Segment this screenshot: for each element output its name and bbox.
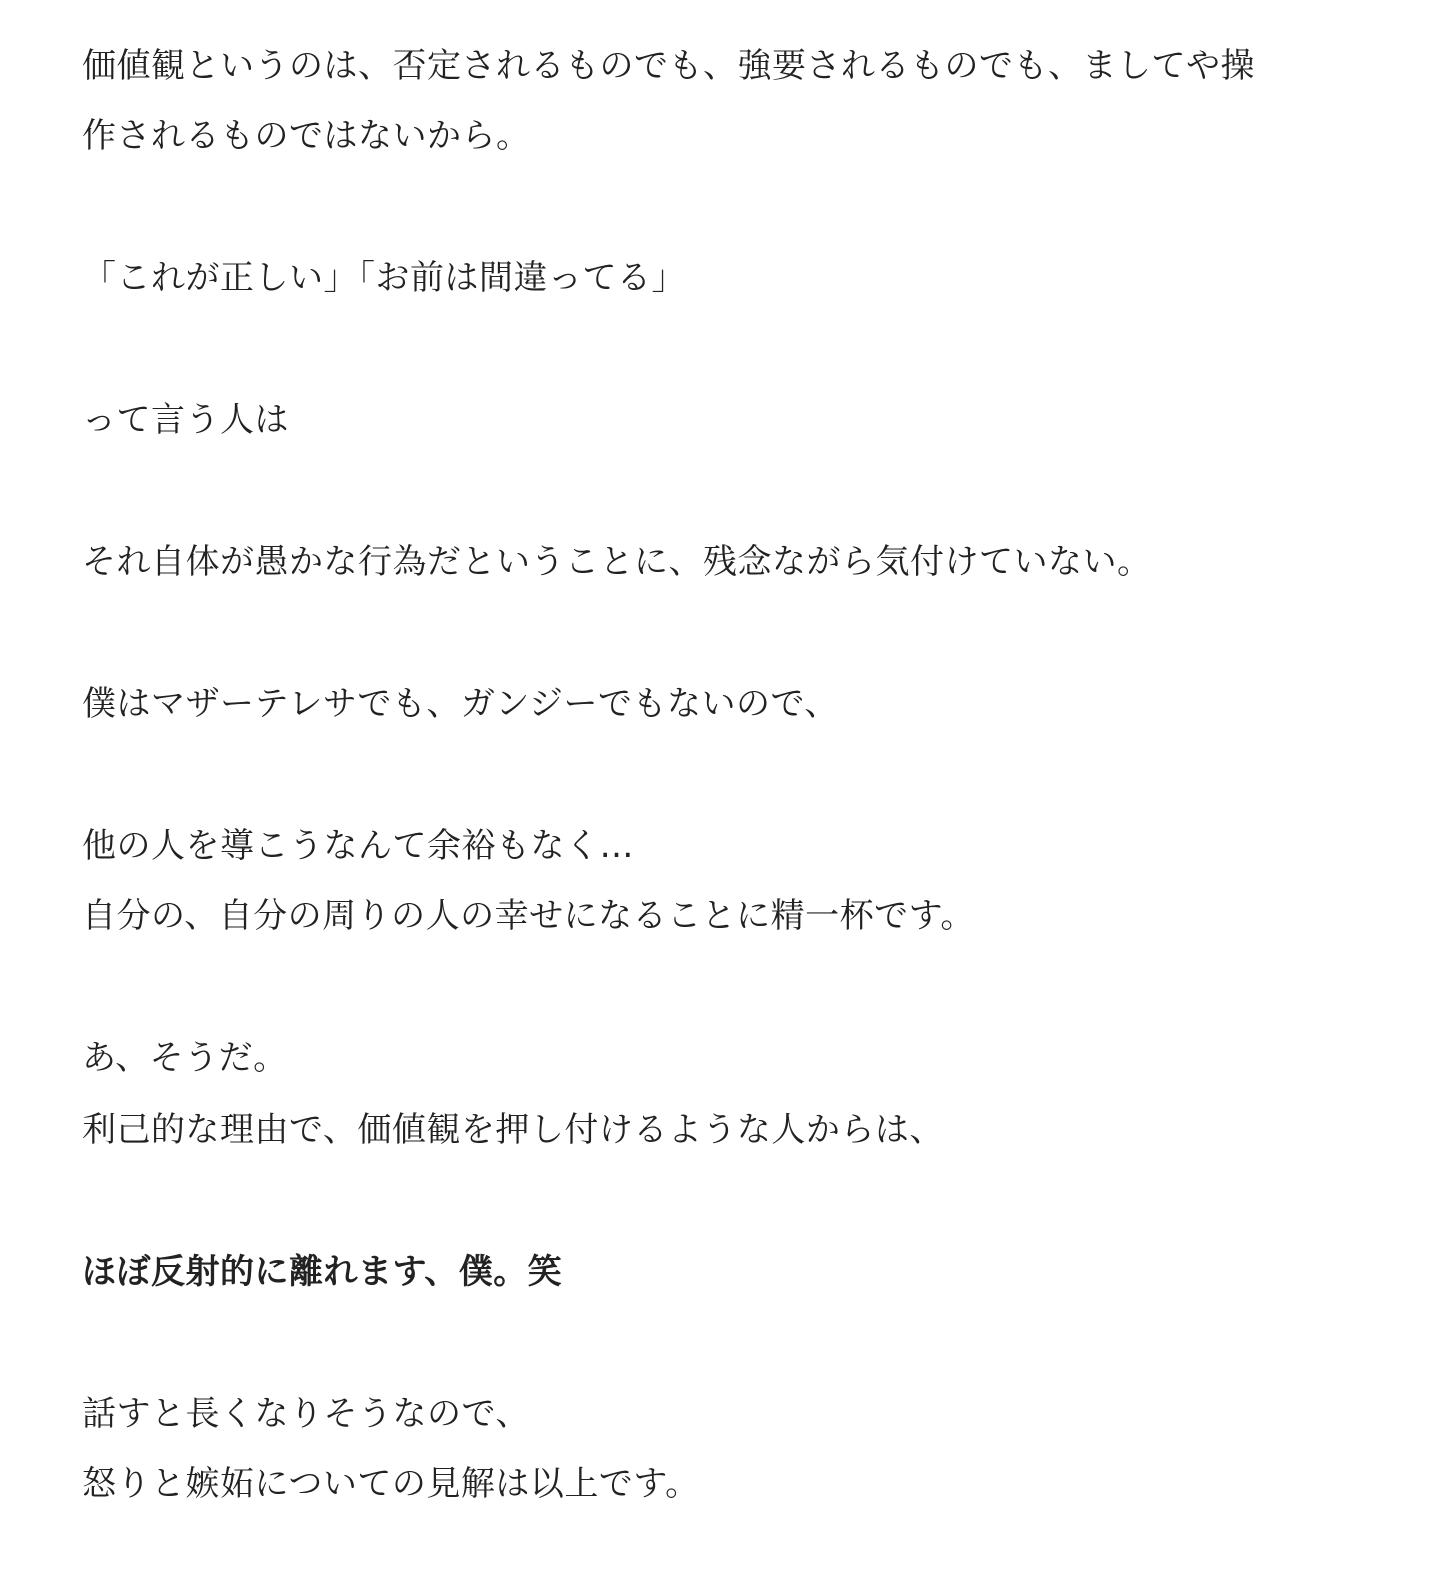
paragraph-line: 作されるものではないから。 xyxy=(82,116,531,156)
paragraph-line: あ、そうだ。 xyxy=(82,1038,288,1078)
paragraph-line: 僕はマザーテレサでも、ガンジーでもないので、 xyxy=(82,684,839,724)
paragraph-line: 怒りと嫉妬についての見解は以上です。 xyxy=(82,1464,700,1504)
emphasis-line: ほぼ反射的に離れます、僕。笑 xyxy=(82,1252,563,1292)
paragraph-line: 話すと長くなりそうなので、 xyxy=(82,1394,530,1434)
paragraph-line: 自分の、自分の周りの人の幸せになることに精一杯です。 xyxy=(82,896,975,936)
paragraph-line: 「これが正しい」「お前は間違ってる」 xyxy=(82,258,686,298)
paragraph-line: って言う人は xyxy=(82,400,289,440)
paragraph-line: それ自体が愚かな行為だということに、残念ながら気付けていない。 xyxy=(82,542,1152,582)
paragraph-line: 他の人を導こうなんて余裕もなく… xyxy=(82,826,634,866)
paragraph-line: 価値観というのは、否定されるものでも、強要されるものでも、ましてや操 xyxy=(82,46,1255,86)
paragraph-line: 利己的な理由で、価値観を押し付けるような人からは、 xyxy=(82,1110,944,1150)
